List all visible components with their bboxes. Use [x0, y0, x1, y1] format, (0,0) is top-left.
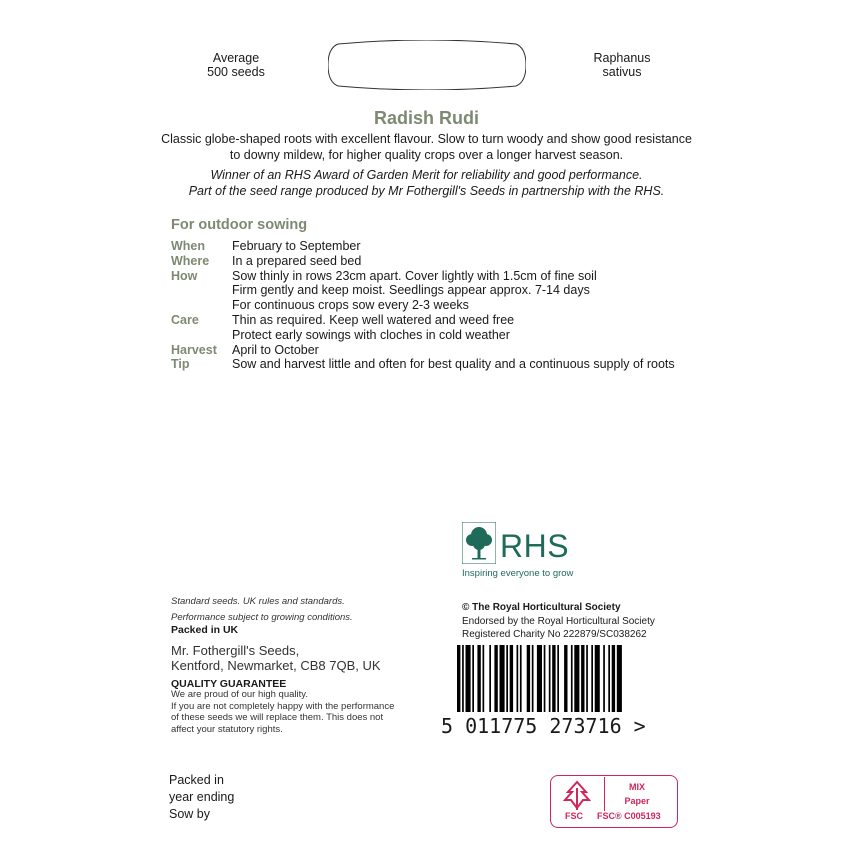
rhs-tagline: Inspiring everyone to grow: [462, 568, 574, 579]
sowing-row: [171, 328, 675, 343]
sowing-row: [171, 254, 675, 269]
guarantee-line2: If you are not completely happy with the performance: [171, 700, 395, 712]
fsc-label: FSC: [565, 811, 583, 821]
barcode-bar: [472, 645, 474, 712]
rhs-charity: Registered Charity No 222879/SC038262: [462, 629, 647, 640]
sowing-row: [171, 283, 675, 298]
row-label: When: [171, 239, 206, 253]
barcode-bar: [520, 645, 522, 712]
barcode-bar: [608, 645, 610, 712]
standards-line: Standard seeds. UK rules and standards.: [171, 596, 345, 607]
barcode-bar: [549, 645, 551, 712]
barcode-bar: [517, 645, 519, 712]
rhs-copyright: © The Royal Horticultural Society: [462, 602, 621, 613]
row-value: For continuous crops sow every 2-3 weeks: [232, 298, 469, 313]
row-label: How: [171, 268, 198, 283]
packed-date-info: [169, 772, 234, 823]
guarantee-line1: We are proud of our high quality.: [171, 689, 308, 700]
barcode-bar: [591, 645, 593, 712]
seed-count-line1: Average: [212, 51, 260, 65]
sowing-row: [171, 239, 675, 254]
sow-by-label: Sow by: [169, 807, 210, 821]
barcode-bar: [552, 645, 555, 712]
fsc-paper: Paper: [624, 796, 650, 806]
performance-line: Performance subject to growing conditions.: [171, 612, 353, 623]
seed-count-line2: 500 seeds: [207, 65, 265, 79]
barcode-bars: [457, 645, 677, 712]
row-value: Firm gently and keep moist. Seedlings appear approx. 7-14 days: [232, 283, 590, 298]
barcode-bar: [506, 645, 508, 712]
rhs-tree-icon: [462, 522, 496, 564]
barcode-bar: [612, 645, 615, 712]
barcode-bar: [537, 645, 542, 712]
barcode-bar: [557, 645, 559, 712]
barcode-digits: 5 011775 273716 >: [441, 714, 646, 738]
row-value: Protect early sowings with cloches in cold weather: [232, 327, 510, 342]
barcode-bar: [603, 645, 605, 712]
latin-line2: sativus: [602, 65, 642, 79]
row-label: [171, 283, 232, 298]
barcode-bar: [581, 645, 584, 712]
row-label: Harvest: [171, 342, 217, 357]
packed-in-label: Packed in: [169, 773, 224, 787]
guarantee-line4: affect your statutory rights.: [171, 723, 283, 735]
barcode-bar: [527, 645, 530, 712]
guarantee-title: QUALITY GUARANTEE: [171, 678, 287, 690]
address-line2: Kentford, Newmarket, CB8 7QB, UK: [171, 658, 381, 673]
barcode-bar: [532, 645, 534, 712]
row-value: Thin as required. Keep well watered and weed free: [232, 312, 515, 327]
barcode-bar: [457, 645, 460, 712]
sowing-table: [171, 239, 675, 372]
product-description: Classic globe-shaped roots with excellent flavour. Slow to turn woody and show good resistance to downy mildew, for higher quality crops over a longer harvest season.: [161, 132, 692, 162]
row-value: Sow thinly in rows 23cm apart. Cover lightly with 1.5cm of fine soil: [232, 268, 597, 283]
row-label: [171, 298, 232, 313]
rhs-endorsed: Endorsed by the Royal Horticultural Society: [462, 615, 655, 627]
award-line1: Winner of an RHS Award of Garden Merit for reliability and good performance.: [210, 168, 643, 182]
barcode-bar: [586, 645, 588, 712]
packet-window: [328, 40, 526, 90]
sowing-heading: For outdoor sowing: [171, 217, 308, 233]
fsc-mix: MIX: [628, 782, 645, 792]
barcode-bar: [571, 645, 573, 712]
seed-count: [196, 51, 276, 79]
row-label: Tip: [171, 357, 190, 372]
fsc-code: FSC® C005193: [597, 811, 661, 821]
rhs-info: [462, 601, 655, 642]
latin-line1: Raphanus: [593, 51, 651, 65]
sowing-row: [171, 357, 675, 372]
barcode-bar: [483, 645, 485, 712]
row-label: Where: [171, 253, 210, 268]
barcode-bar: [477, 645, 480, 712]
barcode-bar: [466, 645, 471, 712]
barcode-bar: [489, 645, 491, 712]
address-line1: Mr. Fothergill's Seeds,: [171, 643, 300, 658]
year-ending-label: year ending: [169, 790, 235, 804]
company-address: [171, 643, 381, 673]
barcode-bar: [574, 645, 579, 712]
guarantee-text: [171, 689, 431, 735]
barcode-bar: [544, 645, 546, 712]
barcode-bar: [462, 645, 464, 712]
fsc-divider: [604, 777, 605, 811]
latin-name: [582, 51, 662, 79]
award-text: [160, 168, 693, 199]
row-label: [171, 328, 232, 343]
row-value: In a prepared seed bed: [232, 253, 362, 268]
standards-text: [171, 594, 353, 626]
guarantee-line3: of these seeds we will replace them. This does not: [171, 712, 384, 723]
sowing-row: [171, 269, 675, 284]
sowing-row: [171, 313, 675, 328]
row-label: Care: [171, 312, 199, 327]
row-value: February to September: [232, 239, 361, 253]
barcode-bar: [595, 645, 600, 712]
barcode-bar: [510, 645, 513, 712]
fsc-tree-icon: [558, 780, 596, 812]
rhs-logo-text: RHS: [500, 528, 570, 564]
barcode-bar: [494, 645, 497, 712]
barcode-bar: [564, 645, 567, 712]
row-value: April to October: [232, 342, 319, 357]
packed-in-uk: Packed in UK: [171, 624, 239, 636]
sowing-row: [171, 298, 675, 313]
row-value: Sow and harvest little and often for best quality and a continuous supply of roots: [232, 357, 675, 372]
product-title: Radish Rudi: [373, 108, 479, 128]
barcode-bar: [500, 645, 505, 712]
sowing-row: [171, 343, 675, 358]
award-line2: Part of the seed range produced by Mr Fothergill's Seeds in partnership with the RHS.: [188, 183, 665, 198]
barcode-bar: [617, 645, 622, 712]
